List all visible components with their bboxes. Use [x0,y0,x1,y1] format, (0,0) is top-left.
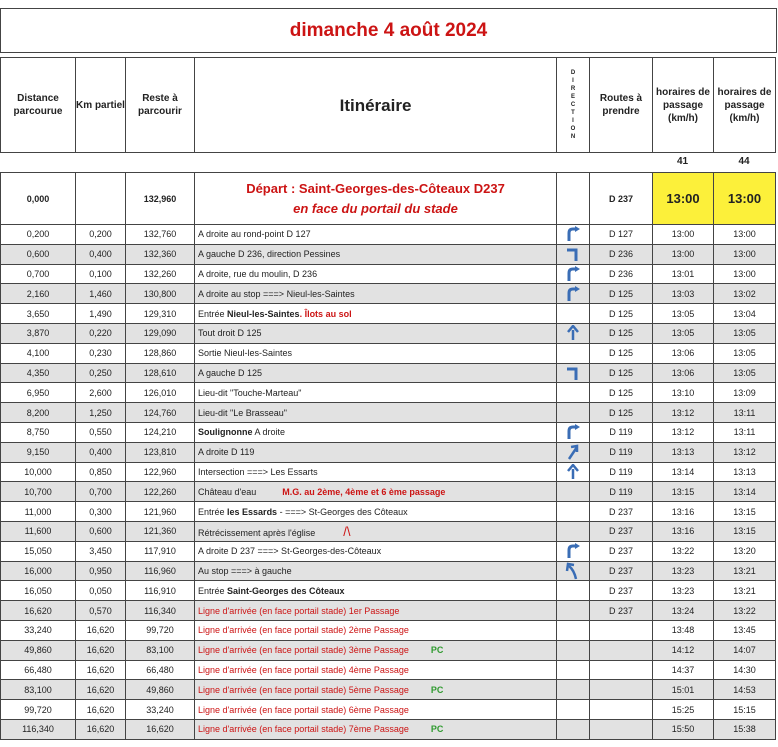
km-partiel-cell: 0,400 [76,244,126,264]
table-row [1,601,776,621]
reste-cell: 122,260 [126,482,195,502]
distance-cell: 0,200 [1,225,76,245]
header-direction: D I R E C T I O N [557,58,590,153]
route-cell: D 237 [590,541,653,561]
horaire-2-cell: 13:15 [714,502,776,522]
table-row [1,284,776,304]
route-cell [590,680,653,700]
arrival-line-text: Ligne d'arrivée (en face portail stade) 7ème Passage [198,724,409,735]
table-row [1,304,776,324]
horaire-2-cell: 13:05 [714,363,776,383]
km-partiel-cell: 0,600 [76,521,126,541]
table-row [1,403,776,423]
arrival-line-text: Ligne d'arrivée (en face portail stade) 1er Passage [198,605,400,616]
reste-cell: 132,360 [126,244,195,264]
distance-cell: 0,600 [1,244,76,264]
departure-row [1,173,776,225]
itineraire-cell: Entrée les Essards - ===> St-Georges des Côteaux [195,502,557,522]
itineraire-cell: A droite D 119 [195,442,557,462]
title-table [0,8,777,53]
departure-route: D 237 [590,173,653,225]
reste-cell: 117,910 [126,541,195,561]
distance-cell: 99,720 [1,700,76,720]
reste-cell: 122,960 [126,462,195,482]
direction-cell [557,581,590,601]
km-partiel-cell: 0,220 [76,323,126,343]
itineraire-cell: Tout droit D 125 [195,323,557,343]
distance-cell: 2,160 [1,284,76,304]
itineraire-cell: Soulignonne A droite [195,422,557,442]
direction-cell [557,482,590,502]
horaire-2-cell: 14:30 [714,660,776,680]
turn-right-icon [557,266,589,282]
arrival-line-text: Ligne d'arrivée (en face portail stade) 4ème Passage [198,664,409,675]
direction-cell [557,442,590,462]
horaire-1-cell: 13:05 [653,304,714,324]
distance-cell: 9,150 [1,442,76,462]
km-partiel-cell: 16,620 [76,680,126,700]
km-partiel-cell: 16,620 [76,620,126,640]
table-row [1,442,776,462]
horaire-1-cell: 14:37 [653,660,714,680]
itineraire-cell [195,640,557,660]
route-cell [590,660,653,680]
horaire-2-cell: 13:45 [714,620,776,640]
horaire-1-cell: 13:05 [653,323,714,343]
route-cell: D 125 [590,383,653,403]
distance-cell: 10,000 [1,462,76,482]
straight-arrow-icon [557,464,589,480]
departure-h2: 13:00 [714,173,776,225]
reste-cell: 121,960 [126,502,195,522]
direction-cell [557,660,590,680]
itineraire-cell: A gauche D 236, direction Pessines [195,244,557,264]
departure-km [76,173,126,225]
direction-cell [557,284,590,304]
header-distance: Distance parcourue [1,58,76,153]
table-row [1,264,776,284]
departure-h1: 13:00 [653,173,714,225]
horaire-1-cell: 13:06 [653,343,714,363]
km-partiel-cell: 0,250 [76,363,126,383]
straight-arrow-icon [557,325,589,341]
distance-cell: 66,480 [1,660,76,680]
horaire-2-cell: 13:02 [714,284,776,304]
table-row [1,244,776,264]
direction-cell [557,719,590,739]
reste-cell: 124,760 [126,403,195,423]
route-cell: D 237 [590,561,653,581]
horaire-2-cell: 13:21 [714,581,776,601]
horaire-1-cell: 13:12 [653,422,714,442]
turn-left-icon [557,365,589,381]
header-table [0,57,776,153]
horaire-1-cell: 13:00 [653,225,714,245]
distance-cell: 3,650 [1,304,76,324]
distance-cell: 6,950 [1,383,76,403]
itineraire-cell: A droite D 237 ===> St-Georges-des-Côteaux [195,541,557,561]
itineraire-cell: Entrée Saint-Georges des Côteaux [195,581,557,601]
route-cell: D 119 [590,422,653,442]
reste-cell: 116,340 [126,601,195,621]
distance-cell: 8,750 [1,422,76,442]
table-row [1,660,776,680]
direction-cell [557,323,590,343]
horaire-1-cell: 13:03 [653,284,714,304]
km-partiel-cell: 3,450 [76,541,126,561]
route-cell [590,640,653,660]
table-row [1,581,776,601]
route-cell: D 237 [590,581,653,601]
itineraire-cell: Au stop ===> à gauche [195,561,557,581]
direction-cell [557,462,590,482]
km-partiel-cell: 0,850 [76,462,126,482]
horaire-2-cell: 13:05 [714,323,776,343]
km-partiel-cell: 1,460 [76,284,126,304]
horaire-2-cell: 13:14 [714,482,776,502]
reste-cell: 129,310 [126,304,195,324]
header-horaires-2: horaires de passage (km/h) [714,58,776,153]
route-cell [590,620,653,640]
table-row [1,700,776,720]
horaire-1-cell: 13:23 [653,581,714,601]
table-row [1,521,776,541]
km-partiel-cell: 16,620 [76,719,126,739]
horaire-1-cell: 13:23 [653,561,714,581]
table-row [1,482,776,502]
horaire-2-cell: 13:09 [714,383,776,403]
turn-right-icon [557,226,589,242]
table-row [1,462,776,482]
arrival-line-text: Ligne d'arrivée (en face portail stade) 5ème Passage [198,684,409,695]
reste-cell: 126,010 [126,383,195,403]
arrival-line-text: Ligne d'arrivée (en face portail stade) 6ème Passage [198,704,409,715]
horaire-2-cell: 13:13 [714,462,776,482]
km-partiel-cell: 0,550 [76,422,126,442]
itineraire-cell: Lieu-dit "Touche-Marteau" [195,383,557,403]
horaire-1-cell: 13:14 [653,462,714,482]
header-horaires-1: horaires de passage (km/h) [653,58,714,153]
direction-cell [557,363,590,383]
page-title: dimanche 4 août 2024 [1,9,777,53]
distance-cell: 33,240 [1,620,76,640]
horaire-1-cell: 13:48 [653,620,714,640]
reste-cell: 116,960 [126,561,195,581]
itineraire-cell: Intersection ===> Les Essarts [195,462,557,482]
turn-right-icon [557,286,589,302]
direction-cell [557,521,590,541]
reste-cell: 128,610 [126,363,195,383]
horaire-1-cell: 13:01 [653,264,714,284]
direction-cell [557,264,590,284]
direction-cell [557,541,590,561]
direction-cell [557,502,590,522]
table-row [1,383,776,403]
horaire-1-cell: 13:15 [653,482,714,502]
km-partiel-cell: 0,100 [76,264,126,284]
table-row [1,363,776,383]
reste-cell: 49,860 [126,680,195,700]
km-partiel-cell: 0,950 [76,561,126,581]
itineraire-cell: A droite au rond-point D 127 [195,225,557,245]
horaire-2-cell: 13:00 [714,244,776,264]
horaire-2-cell: 15:38 [714,719,776,739]
reste-cell: 132,260 [126,264,195,284]
distance-cell: 11,000 [1,502,76,522]
distance-cell: 15,050 [1,541,76,561]
itineraire-cell: Rétrécissement après l'église /\ [195,521,557,541]
route-cell: D 119 [590,482,653,502]
reste-cell: 99,720 [126,620,195,640]
horaire-1-cell: 13:10 [653,383,714,403]
horaire-1-cell: 13:00 [653,244,714,264]
distance-cell: 10,700 [1,482,76,502]
departure-line2: en face du portail du stade [293,200,458,216]
table-row [1,343,776,363]
header-itineraire: Itinéraire [195,58,557,153]
km-partiel-cell: 16,620 [76,700,126,720]
route-cell [590,700,653,720]
horaire-1-cell: 13:12 [653,403,714,423]
table-row [1,502,776,522]
itineraire-cell [195,700,557,720]
km-partiel-cell: 1,490 [76,304,126,324]
header-reste: Reste à parcourir [126,58,195,153]
direction-cell [557,640,590,660]
horaire-1-cell: 15:25 [653,700,714,720]
horaire-2-cell: 13:04 [714,304,776,324]
itineraire-cell [195,620,557,640]
distance-cell: 4,100 [1,343,76,363]
reste-cell: 129,090 [126,323,195,343]
km-partiel-cell: 16,620 [76,660,126,680]
curve-left-icon [557,562,589,580]
table-row [1,225,776,245]
header-km-partiel: Km partiel [76,58,126,153]
reste-cell: 132,760 [126,225,195,245]
direction-cell [557,601,590,621]
turn-right-icon [557,543,589,559]
reste-cell: 116,910 [126,581,195,601]
reste-cell: 66,480 [126,660,195,680]
route-cell [590,719,653,739]
turn-left-icon [557,246,589,262]
direction-cell [557,304,590,324]
table-row [1,323,776,343]
speed-table [0,153,775,170]
horaire-2-cell: 13:00 [714,264,776,284]
route-cell: D 237 [590,521,653,541]
route-cell: D 125 [590,323,653,343]
direction-cell [557,561,590,581]
km-partiel-cell: 0,200 [76,225,126,245]
itineraire-cell: Château d'eau M.G. au 2ème, 4ème et 6 ème passage [195,482,557,502]
distance-cell: 49,860 [1,640,76,660]
departure-distance: 0,000 [1,173,76,225]
distance-cell: 16,000 [1,561,76,581]
speed-2: 44 [738,156,750,167]
km-partiel-cell: 0,400 [76,442,126,462]
table-row [1,620,776,640]
horaire-1-cell: 13:22 [653,541,714,561]
route-cell: D 125 [590,403,653,423]
route-cell: D 119 [590,442,653,462]
arrival-line-text: Ligne d'arrivée (en face portail stade) 2ème Passage [198,625,409,636]
horaire-2-cell: 14:53 [714,680,776,700]
horaire-2-cell: 13:11 [714,422,776,442]
route-cell: D 125 [590,363,653,383]
km-partiel-cell: 0,700 [76,482,126,502]
distance-cell: 8,200 [1,403,76,423]
route-cell: D 237 [590,502,653,522]
narrowing-sign-icon: /\ [343,523,351,539]
table-row [1,422,776,442]
diagonal-right-icon [557,444,589,460]
horaire-2-cell: 13:20 [714,541,776,561]
route-cell: D 125 [590,304,653,324]
direction-cell [557,343,590,363]
itinerary-table [0,172,776,740]
itineraire-cell [195,660,557,680]
mg-note: M.G. au 2ème, 4ème et 6 ème passage [282,486,446,497]
horaire-1-cell: 14:12 [653,640,714,660]
horaire-1-cell: 13:13 [653,442,714,462]
departure-reste: 132,960 [126,173,195,225]
route-cell: D 119 [590,462,653,482]
itineraire-cell [195,719,557,739]
horaire-2-cell: 13:22 [714,601,776,621]
route-cell: D 237 [590,601,653,621]
itineraire-cell: Sortie Nieul-les-Saintes [195,343,557,363]
itineraire-cell: A droite au stop ===> Nieul-les-Saintes [195,284,557,304]
distance-cell: 116,340 [1,719,76,739]
route-cell: D 125 [590,284,653,304]
arrival-line-text: Ligne d'arrivée (en face portail stade) 3ème Passage [198,645,409,656]
itineraire-cell [195,680,557,700]
km-partiel-cell: 0,300 [76,502,126,522]
departure-itineraire [195,173,557,225]
route-cell: D 236 [590,244,653,264]
direction-cell [557,244,590,264]
speed-1: 41 [676,156,689,167]
horaire-1-cell: 13:24 [653,601,714,621]
itineraire-cell: Entrée Nieul-les-Saintes. Îlots au sol [195,304,557,324]
km-partiel-cell: 1,250 [76,403,126,423]
distance-cell: 83,100 [1,680,76,700]
itineraire-cell [195,601,557,621]
horaire-2-cell: 15:15 [714,700,776,720]
route-cell: D 127 [590,225,653,245]
direction-cell [557,383,590,403]
reste-cell: 33,240 [126,700,195,720]
turn-right-icon [557,424,589,440]
direction-cell [557,680,590,700]
direction-cell [557,700,590,720]
reste-cell: 123,810 [126,442,195,462]
distance-cell: 0,700 [1,264,76,284]
table-row [1,541,776,561]
horaire-1-cell: 13:16 [653,521,714,541]
direction-cell [557,225,590,245]
horaire-1-cell: 13:06 [653,363,714,383]
distance-cell: 4,350 [1,363,76,383]
pc-badge: PC [430,684,444,695]
distance-cell: 16,050 [1,581,76,601]
direction-cell [557,422,590,442]
table-row [1,719,776,739]
horaire-2-cell: 14:07 [714,640,776,660]
km-partiel-cell: 0,570 [76,601,126,621]
horaire-2-cell: 13:05 [714,343,776,363]
horaire-2-cell: 13:15 [714,521,776,541]
direction-cell [557,403,590,423]
table-row [1,680,776,700]
table-row [1,561,776,581]
reste-cell: 130,800 [126,284,195,304]
horaire-2-cell: 13:21 [714,561,776,581]
horaire-2-cell: 13:12 [714,442,776,462]
distance-cell: 11,600 [1,521,76,541]
horaire-2-cell: 13:11 [714,403,776,423]
header-routes: Routes à prendre [590,58,653,153]
horaire-1-cell: 15:01 [653,680,714,700]
km-partiel-cell: 16,620 [76,640,126,660]
direction-cell [557,620,590,640]
itineraire-cell: Lieu-dit "Le Brasseau" [195,403,557,423]
reste-cell: 128,860 [126,343,195,363]
route-cell: D 125 [590,343,653,363]
km-partiel-cell: 0,230 [76,343,126,363]
horaire-2-cell: 13:00 [714,225,776,245]
horaire-1-cell: 15:50 [653,719,714,739]
km-partiel-cell: 2,600 [76,383,126,403]
route-cell: D 236 [590,264,653,284]
distance-cell: 16,620 [1,601,76,621]
itineraire-cell: A droite, rue du moulin, D 236 [195,264,557,284]
departure-line1: Départ : Saint-Georges-des-Côteaux D237 [246,180,505,196]
km-partiel-cell: 0,050 [76,581,126,601]
reste-cell: 124,210 [126,422,195,442]
distance-cell: 3,870 [1,323,76,343]
reste-cell: 16,620 [126,719,195,739]
reste-cell: 121,360 [126,521,195,541]
horaire-1-cell: 13:16 [653,502,714,522]
pc-badge: PC [430,645,444,656]
table-row [1,640,776,660]
itineraire-cell: A gauche D 125 [195,363,557,383]
pc-badge: PC [430,724,444,735]
reste-cell: 83,100 [126,640,195,660]
